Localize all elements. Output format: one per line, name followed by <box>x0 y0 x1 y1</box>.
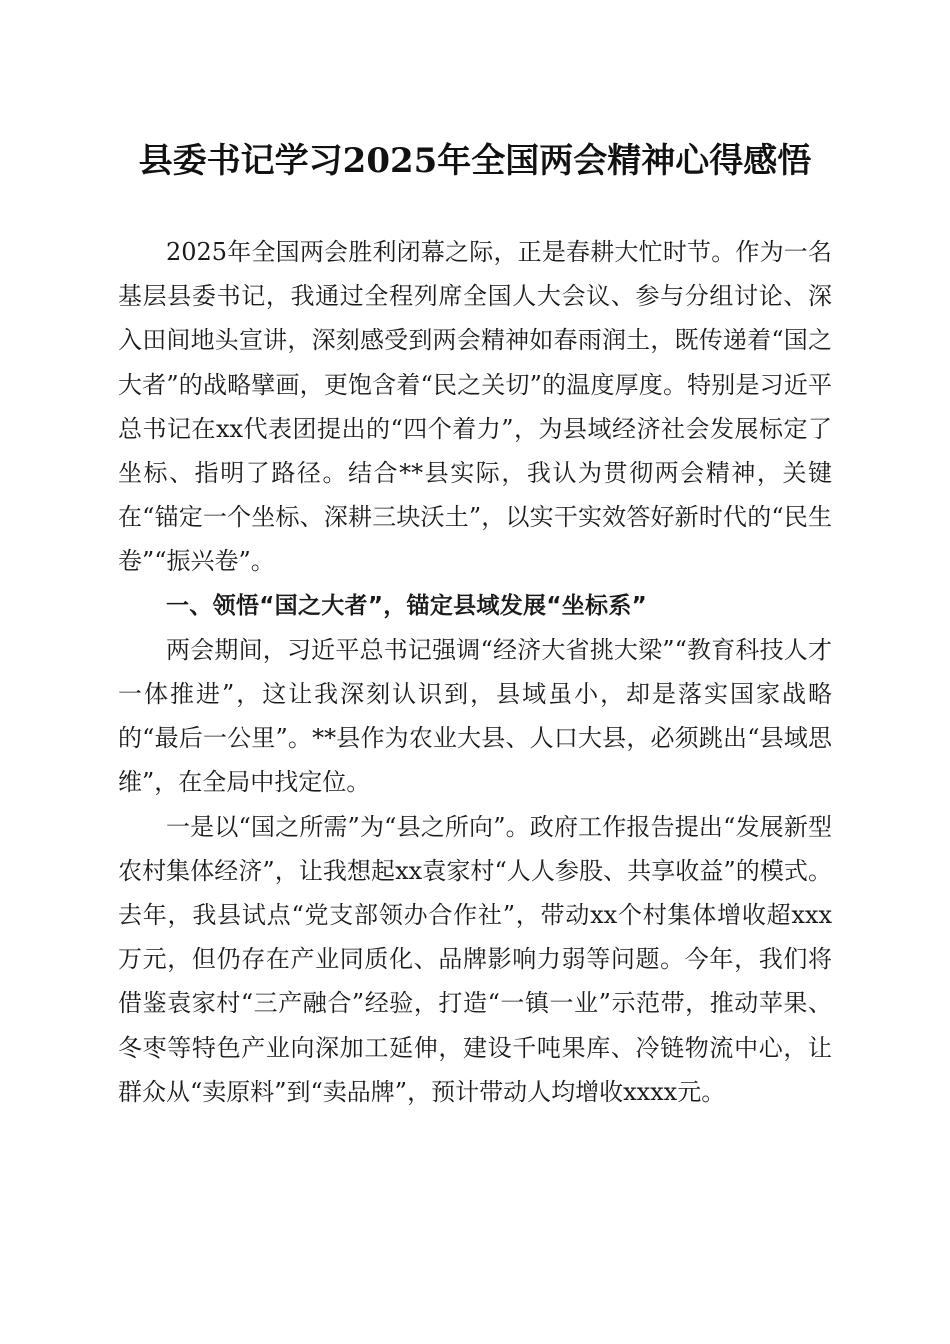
document-body <box>118 230 832 1114</box>
body-paragraph: 一是以“国之所需”为“县之所向”。政府工作报告提出“发展新型农村集体经济”，让我想起xx袁家村“人人参股、共享收益”的模式。去年，我县试点“党支部领办合作社”，带动xx个村集体增收超xxx万元，但仍存在产业同质化、品牌影响力弱等问题。今年，我们将借鉴袁家村“三产融合”经验，打造“一镇一业”示范带，推动苹果、冬枣等特色产业向深加工延伸，建设千吨果库、冷链物流中心，让群众从“卖原料”到“卖品牌”，预计带动人均增收xxxx元。 <box>118 812 832 1106</box>
intro-paragraph: 2025年全国两会胜利闭幕之际，正是春耕大忙时节。作为一名基层县委书记，我通过全程列席全国人大会议、参与分组讨论、深入田间地头宣讲，深刻感受到两会精神如春雨润土，既传递着“国之大者”的战略擘画，更饱含着“民之关切”的温度厚度。特别是习近平总书记在xx代表团提出的“四个着力”，为县域经济社会发展标定了坐标、指明了路径。结合**县实际，我认为贯彻两会精神，关键在“锚定一个坐标、深耕三块沃土”，以实干实效答好新时代的“民生卷”“振兴卷”。 <box>118 238 832 576</box>
section-heading: 一、领悟“国之大者”，锚定县域发展“坐标系” <box>166 592 648 619</box>
body-paragraph: 两会期间，习近平总书记强调“经济大省挑大梁”“教育科技人才一体推进”，这让我深刻认识到，县域虽小，却是落实国家战略的“最后一公里”。**县作为农业大县、人口大县，必须跳出“县域思维”，在全局中找定位。 <box>118 635 832 797</box>
document-title: 县委书记学习2025年全国两会精神心得感悟 <box>138 141 812 181</box>
